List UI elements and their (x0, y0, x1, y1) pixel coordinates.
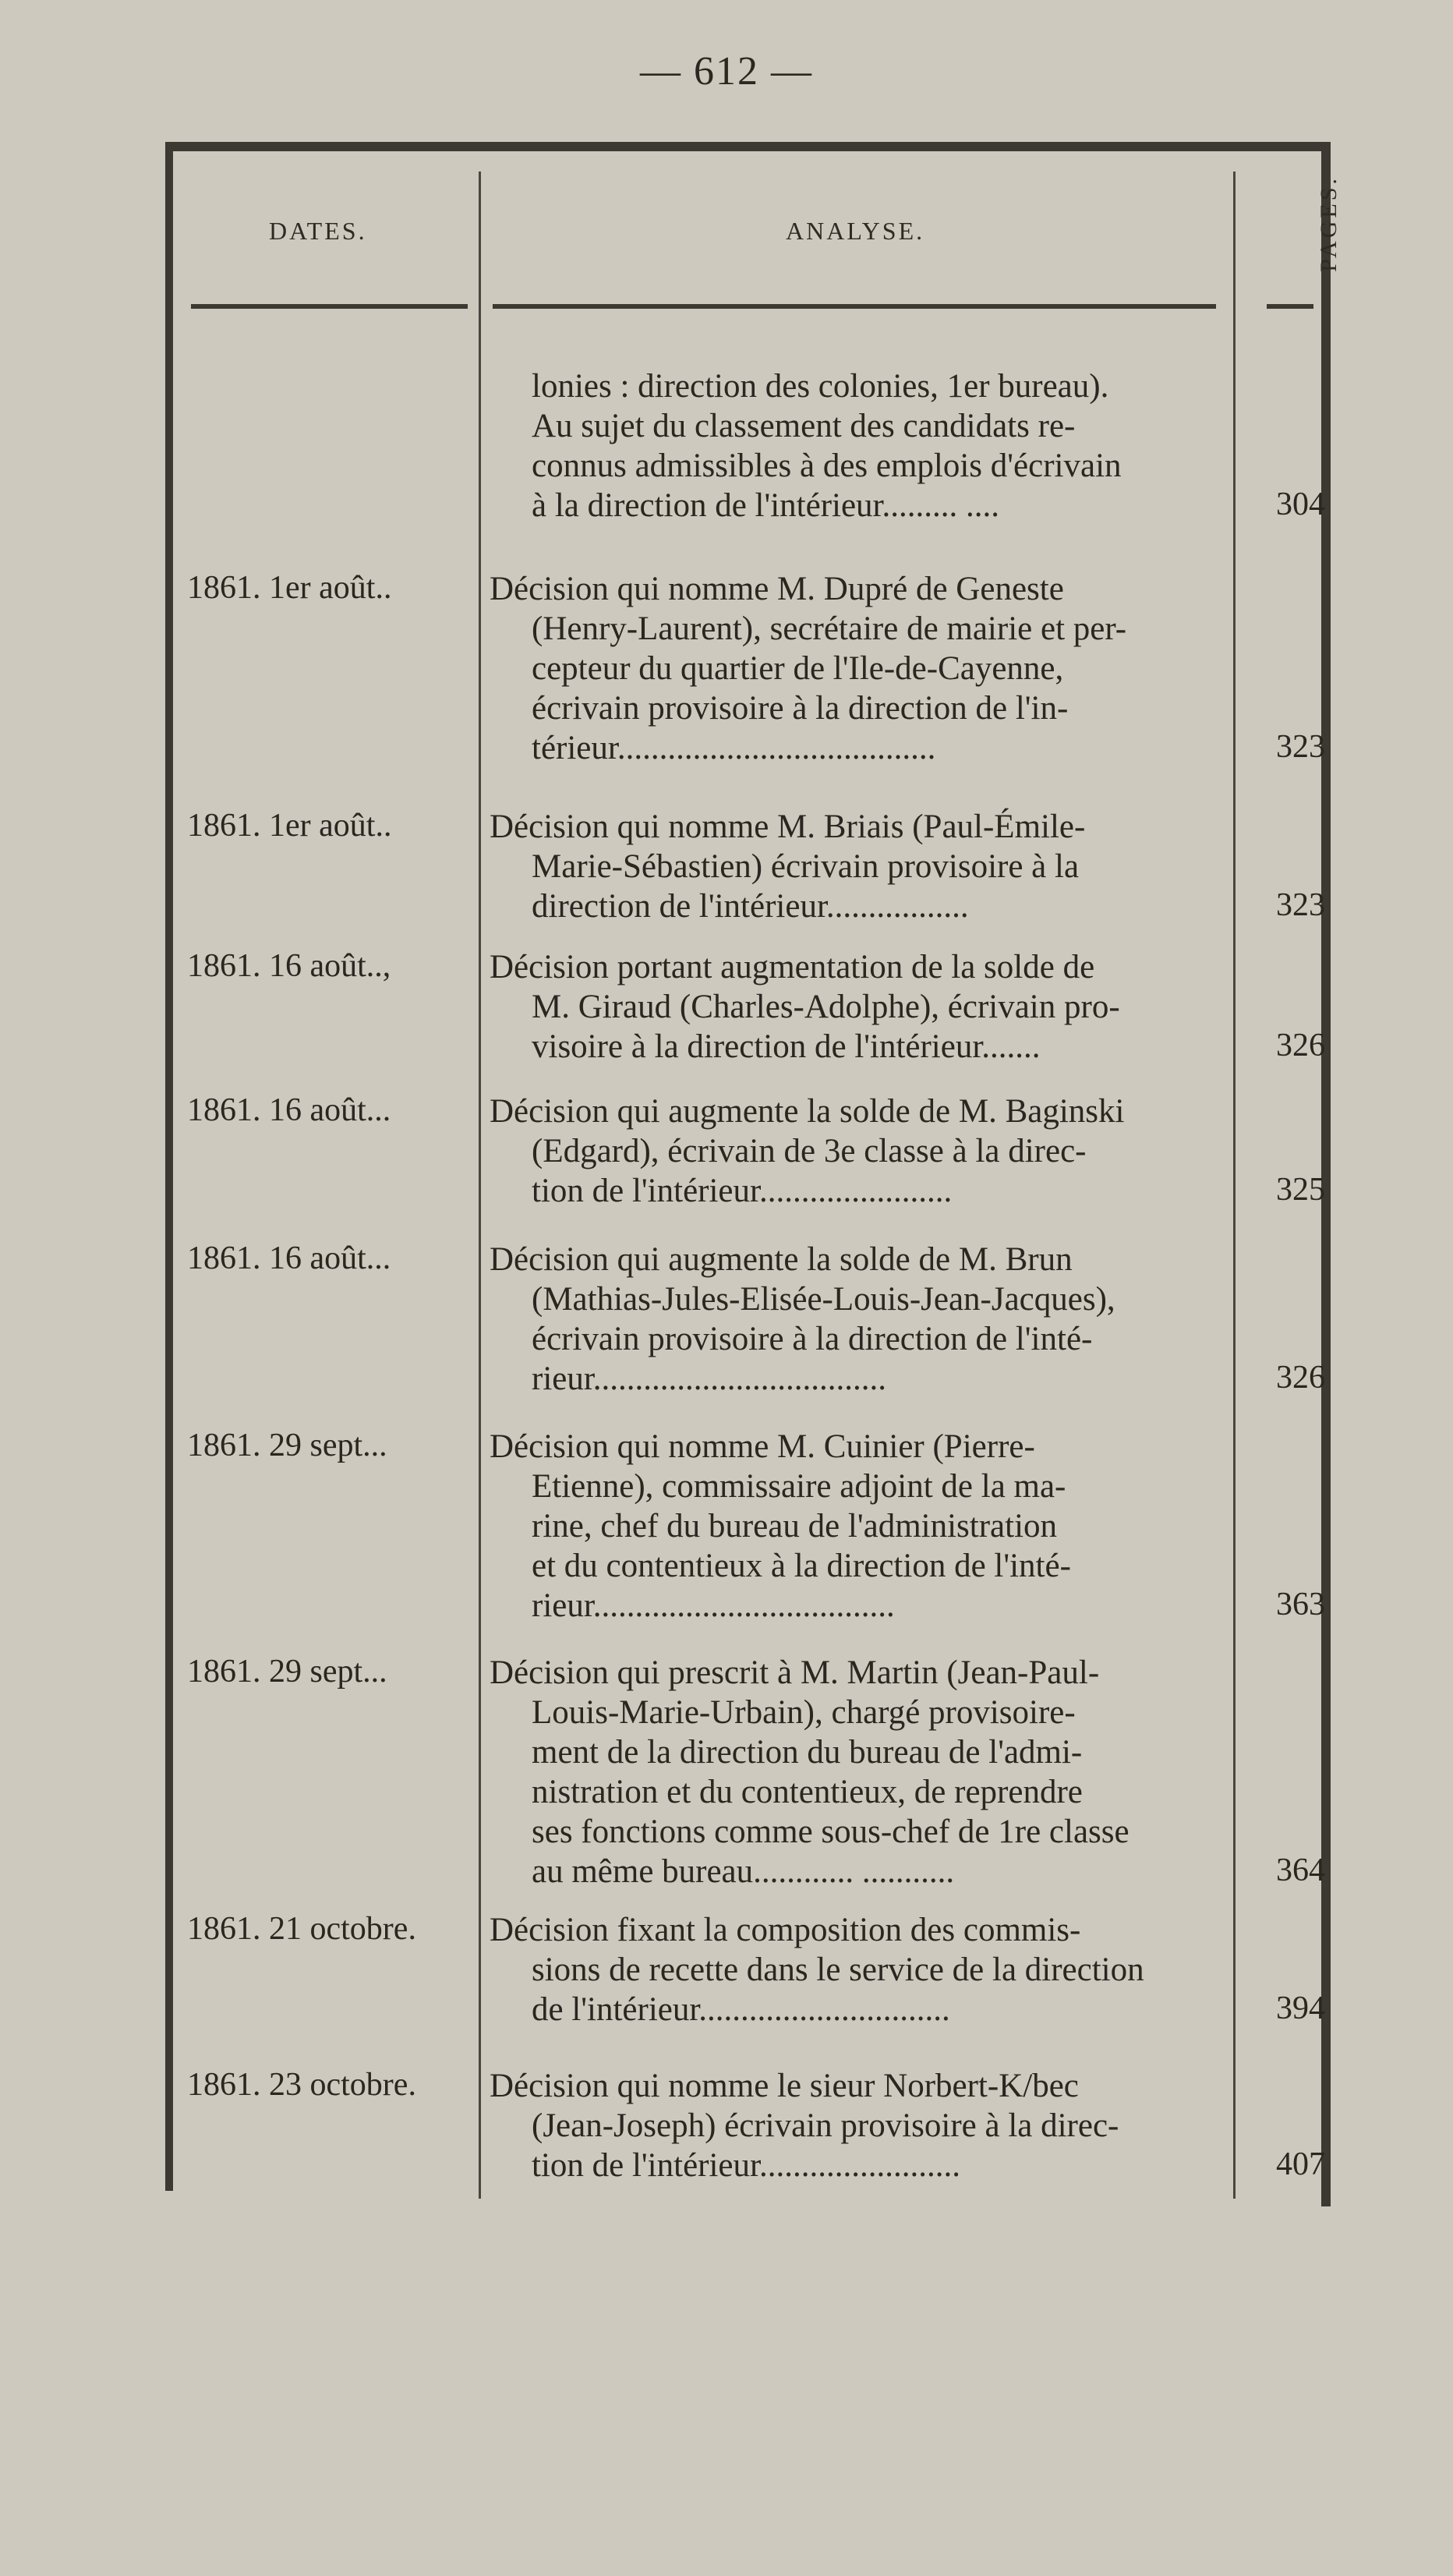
header-dates: DATES. (269, 217, 367, 245)
row-page: 325 (1276, 1172, 1325, 1208)
column-divider-dates (479, 172, 481, 2199)
analyse-line: rieur................................... (532, 1361, 887, 1397)
row-date: 1861. 29 sept... (187, 1428, 387, 1463)
analyse-line: écrivain provisoire à la direction de l'in- (532, 690, 1069, 727)
analyse-line: tion de l'intérieur........................ (532, 2147, 960, 2184)
analyse-line: (Edgard), écrivain de 3e classe à la direc- (532, 1133, 1087, 1169)
analyse-line: (Henry-Laurent), secrétaire de mairie et per- (532, 610, 1127, 647)
row-page: 304 (1276, 487, 1325, 522)
analyse-line: de l'intérieur.............................. (532, 1991, 950, 2028)
analyse-line: Décision qui nomme le sieur Norbert-K/bec (490, 2068, 1079, 2104)
row-date: 1861. 21 octobre. (187, 1911, 416, 1947)
row-page: 323 (1276, 887, 1325, 923)
analyse-line: Décision qui prescrit à M. Martin (Jean-Paul- (490, 1654, 1100, 1691)
row-page: 407 (1276, 2146, 1325, 2182)
analyse-line: (Jean-Joseph) écrivain provisoire à la direc- (532, 2107, 1119, 2144)
analyse-line: nistration et du contentieux, de reprendre (532, 1774, 1083, 1810)
analyse-line: Etienne), commissaire adjoint de la ma- (532, 1468, 1066, 1505)
analyse-line: cepteur du quartier de l'Ile-de-Cayenne, (532, 650, 1064, 687)
analyse-line: et du contentieux à la direction de l'inté- (532, 1548, 1071, 1584)
analyse-line: au même bureau............ ........... (532, 1853, 955, 1890)
analyse-line: Marie-Sébastien) écrivain provisoire à la (532, 848, 1080, 885)
header-rule-analyse (493, 304, 1216, 309)
header-pages: PAGES. (1316, 175, 1342, 272)
analyse-line: Décision qui augmente la solde de M. Baginski (490, 1093, 1125, 1130)
row-date: 1861. 1er août.. (187, 808, 392, 844)
analyse-line: écrivain provisoire à la direction de l'inté- (532, 1321, 1093, 1357)
row-date: 1861. 16 août.., (187, 948, 391, 984)
analyse-line: direction de l'intérieur................. (532, 888, 969, 925)
row-page: 326 (1276, 1028, 1325, 1063)
row-page: 326 (1276, 1360, 1325, 1396)
analyse-line: Décision portant augmentation de la solde de (490, 949, 1095, 985)
analyse-line: Décision qui nomme M. Briais (Paul-Émile- (490, 809, 1086, 845)
row-page: 323 (1276, 729, 1325, 765)
analyse-line: lonies : direction des colonies, 1er bureau). (532, 368, 1109, 405)
analyse-line: Louis-Marie-Urbain), chargé provisoire- (532, 1694, 1076, 1731)
table-top-rule (165, 142, 1331, 151)
header-rule-dates (191, 304, 468, 309)
analyse-line: (Mathias-Jules-Elisée-Louis-Jean-Jacques), (532, 1281, 1115, 1318)
analyse-line: Décision fixant la composition des commis- (490, 1912, 1081, 1948)
row-date: 1861. 16 août... (187, 1092, 391, 1128)
analyse-line: ses fonctions comme sous-chef de 1re classe (532, 1813, 1130, 1850)
analyse-line: tion de l'intérieur....................... (532, 1173, 953, 1209)
analyse-line: à la direction de l'intérieur......... .... (532, 487, 1000, 524)
analyse-line: Décision qui nomme M. Cuinier (Pierre- (490, 1428, 1035, 1465)
row-date: 1861. 1er août.. (187, 570, 392, 606)
analyse-line: rine, chef du bureau de l'administration (532, 1508, 1058, 1545)
row-page: 394 (1276, 1990, 1325, 2026)
table-left-rule (165, 148, 173, 2191)
row-date: 1861. 29 sept... (187, 1654, 387, 1690)
analyse-line: térieur...................................... (532, 730, 936, 766)
analyse-line: rieur.................................... (532, 1587, 895, 1624)
header-analyse: ANALYSE. (786, 217, 925, 245)
analyse-line: visoire à la direction de l'intérieur....... (532, 1028, 1041, 1065)
analyse-line: Décision qui augmente la solde de M. Brun (490, 1241, 1073, 1278)
header-rule-pages (1267, 304, 1313, 309)
analyse-line: sions de recette dans le service de la direction (532, 1951, 1144, 1988)
row-page: 364 (1276, 1852, 1325, 1888)
page-number: — 612 — (640, 49, 813, 94)
analyse-line: connus admissibles à des emplois d'écrivain (532, 448, 1122, 484)
row-date: 1861. 16 août... (187, 1240, 391, 1276)
analyse-line: M. Giraud (Charles-Adolphe), écrivain pro- (532, 989, 1120, 1025)
row-page: 363 (1276, 1587, 1325, 1622)
analyse-line: Décision qui nomme M. Dupré de Geneste (490, 571, 1064, 607)
analyse-line: ment de la direction du bureau de l'admi- (532, 1734, 1083, 1771)
row-date: 1861. 23 octobre. (187, 2067, 416, 2103)
analyse-line: Au sujet du classement des candidats re- (532, 408, 1076, 444)
